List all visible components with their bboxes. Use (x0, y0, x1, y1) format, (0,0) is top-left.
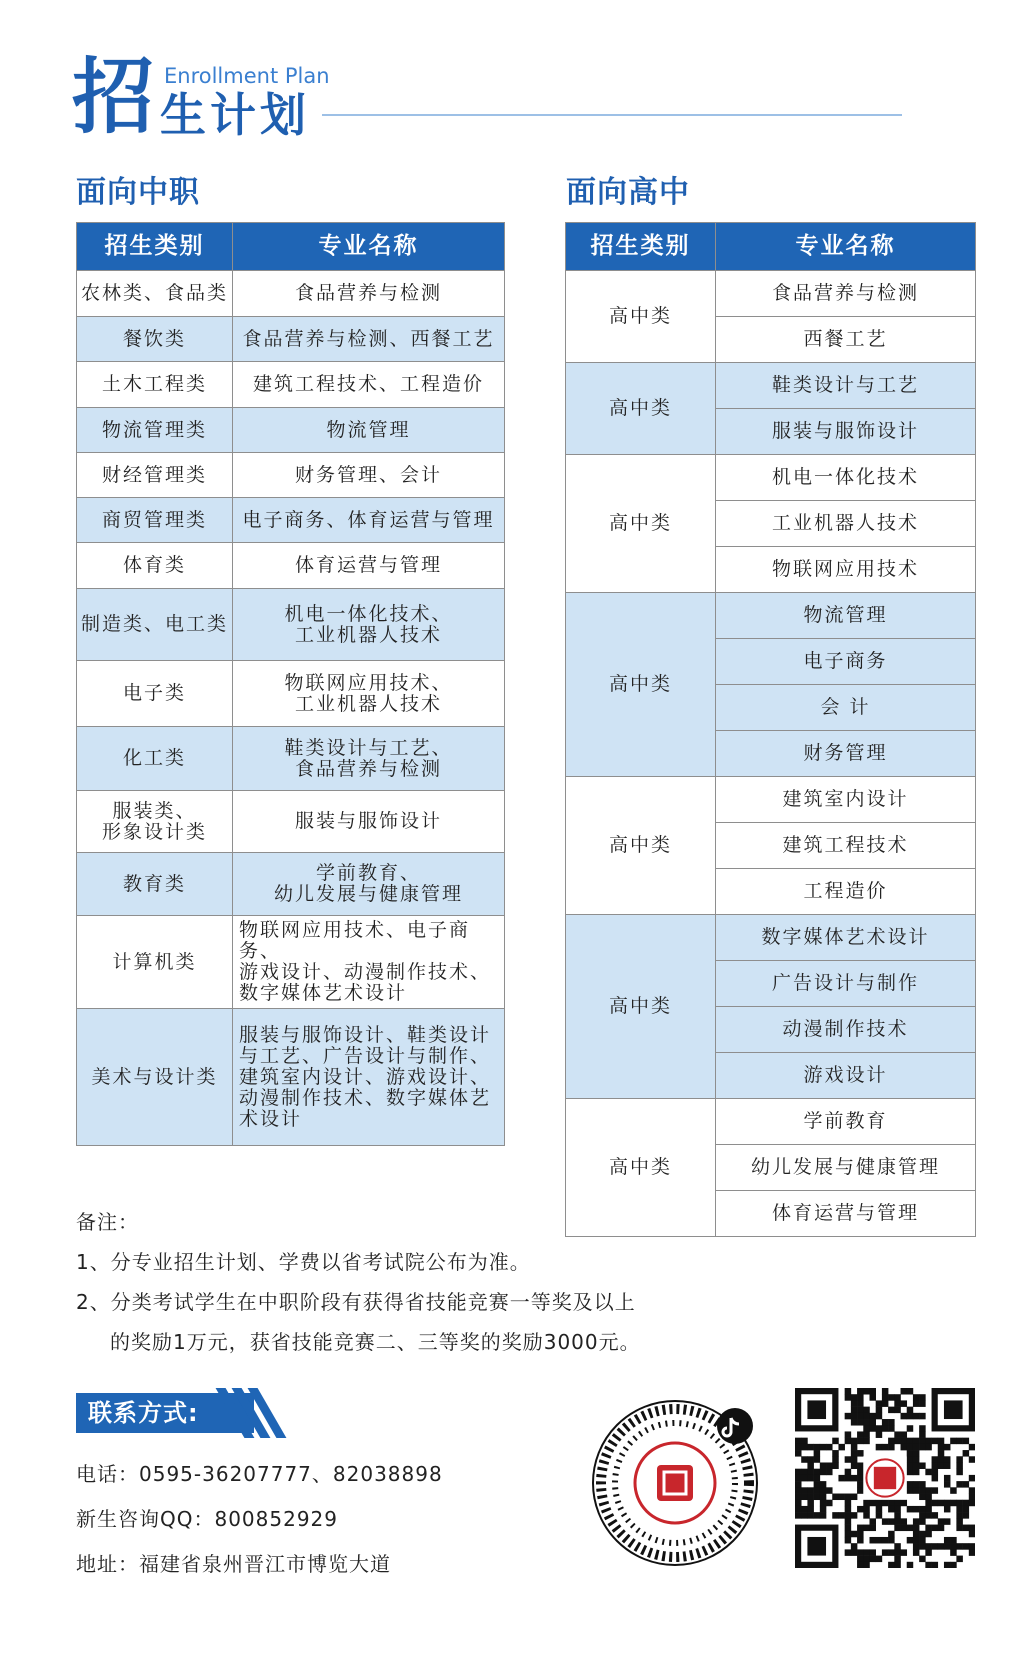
category-cell: 电子类 (77, 661, 233, 727)
douyin-code[interactable] (590, 1398, 760, 1568)
section-title-high-school: 面向高中 (566, 175, 690, 210)
major-cell: 食品营养与检测、西餐工艺 (233, 317, 505, 362)
contact-phone: 电话：0595-36207777、82038898 (76, 1462, 443, 1486)
major-cell: 体育运营与管理 (716, 1191, 976, 1237)
major-cell: 电子商务 (716, 639, 976, 685)
category-cell: 农林类、食品类 (77, 271, 233, 317)
column-header-category: 招生类别 (566, 223, 716, 271)
table-row (566, 777, 976, 823)
table-row (566, 363, 976, 409)
category-cell: 服装类、 形象设计类 (77, 791, 233, 853)
category-cell: 高中类 (566, 455, 716, 593)
table-row (77, 362, 505, 408)
table-row (77, 1009, 505, 1146)
table-row (77, 853, 505, 916)
notes-label: 备注： (76, 1210, 139, 1234)
major-cell: 机电一体化技术、 工业机器人技术 (233, 589, 505, 661)
note-2-line-1: 2、分类考试学生在中职阶段有获得省技能竞赛一等奖及以上 (76, 1290, 636, 1314)
major-cell: 物联网应用技术、 工业机器人技术 (233, 661, 505, 727)
category-cell: 财经管理类 (77, 453, 233, 498)
table-row (77, 543, 505, 589)
column-header-major: 专业名称 (233, 223, 505, 271)
table-row (77, 791, 505, 853)
table-row (77, 271, 505, 317)
category-cell: 高中类 (566, 363, 716, 455)
table-row (566, 1099, 976, 1145)
major-cell: 物联网应用技术、电子商务、 游戏设计、动漫制作技术、 数字媒体艺术设计 (233, 916, 505, 1009)
high-school-table (565, 222, 976, 1237)
title-char: 招 (72, 49, 155, 145)
column-header-major: 专业名称 (716, 223, 976, 271)
major-cell: 动漫制作技术 (716, 1007, 976, 1053)
major-cell: 幼儿发展与健康管理 (716, 1145, 976, 1191)
major-cell: 数字媒体艺术设计 (716, 915, 976, 961)
category-cell: 高中类 (566, 593, 716, 777)
major-cell: 建筑室内设计 (716, 777, 976, 823)
major-cell: 广告设计与制作 (716, 961, 976, 1007)
category-cell: 高中类 (566, 271, 716, 363)
major-cell: 学前教育、 幼儿发展与健康管理 (233, 853, 505, 916)
table-row (77, 317, 505, 362)
table-row (566, 915, 976, 961)
major-cell: 财务管理 (716, 731, 976, 777)
category-cell: 高中类 (566, 1099, 716, 1237)
major-cell: 机电一体化技术 (716, 455, 976, 501)
category-cell: 体育类 (77, 543, 233, 589)
major-cell: 食品营养与检测 (233, 271, 505, 317)
category-cell: 美术与设计类 (77, 1009, 233, 1146)
table-row (77, 498, 505, 543)
major-cell: 游戏设计 (716, 1053, 976, 1099)
major-cell: 鞋类设计与工艺、 食品营养与检测 (233, 727, 505, 791)
category-cell: 土木工程类 (77, 362, 233, 408)
category-cell: 物流管理类 (77, 408, 233, 453)
title-rest: 生计划 (160, 88, 310, 142)
header-divider (322, 114, 902, 116)
major-cell: 财务管理、会计 (233, 453, 505, 498)
category-cell: 餐饮类 (77, 317, 233, 362)
table-row (77, 916, 505, 1009)
note-1: 1、分专业招生计划、学费以省考试院公布为准。 (76, 1250, 531, 1274)
major-cell: 建筑工程技术 (716, 823, 976, 869)
note-2-line-2: 的奖励1万元，获省技能竞赛二、三等奖的奖励3000元。 (110, 1330, 641, 1354)
major-cell: 会 计 (716, 685, 976, 731)
major-cell: 工业机器人技术 (716, 501, 976, 547)
major-cell: 服装与服饰设计 (716, 409, 976, 455)
title-english: Enrollment Plan (164, 64, 330, 88)
category-cell: 教育类 (77, 853, 233, 916)
category-cell: 计算机类 (77, 916, 233, 1009)
major-cell: 学前教育 (716, 1099, 976, 1145)
major-cell: 鞋类设计与工艺 (716, 363, 976, 409)
table-row (566, 455, 976, 501)
category-cell: 制造类、电工类 (77, 589, 233, 661)
table-row (77, 589, 505, 661)
contact-qq: 新生咨询QQ：800852929 (76, 1507, 339, 1531)
table-row (566, 593, 976, 639)
table-row (77, 727, 505, 791)
section-title-secondary: 面向中职 (76, 175, 200, 210)
wechat-qr-code[interactable] (795, 1388, 975, 1568)
secondary-table (76, 222, 505, 1146)
table-row (77, 453, 505, 498)
major-cell: 物流管理 (716, 593, 976, 639)
major-cell: 西餐工艺 (716, 317, 976, 363)
contact-label: 联系方式: (88, 1399, 199, 1427)
major-cell: 电子商务、体育运营与管理 (233, 498, 505, 543)
table-row (77, 661, 505, 727)
major-cell: 建筑工程技术、工程造价 (233, 362, 505, 408)
category-cell: 化工类 (77, 727, 233, 791)
table-row (77, 408, 505, 453)
major-cell: 服装与服饰设计 (233, 791, 505, 853)
major-cell: 服装与服饰设计、鞋类设计 与工艺、广告设计与制作、 建筑室内设计、游戏设计、 动漫制作技术、数字媒体艺 术设计 (233, 1009, 505, 1146)
major-cell: 体育运营与管理 (233, 543, 505, 589)
major-cell: 物联网应用技术 (716, 547, 976, 593)
major-cell: 物流管理 (233, 408, 505, 453)
category-cell: 高中类 (566, 915, 716, 1099)
column-header-category: 招生类别 (77, 223, 233, 271)
contact-address: 地址：福建省泉州晋江市博览大道 (76, 1552, 391, 1576)
major-cell: 食品营养与检测 (716, 271, 976, 317)
category-cell: 高中类 (566, 777, 716, 915)
category-cell: 商贸管理类 (77, 498, 233, 543)
major-cell: 工程造价 (716, 869, 976, 915)
table-row (566, 271, 976, 317)
